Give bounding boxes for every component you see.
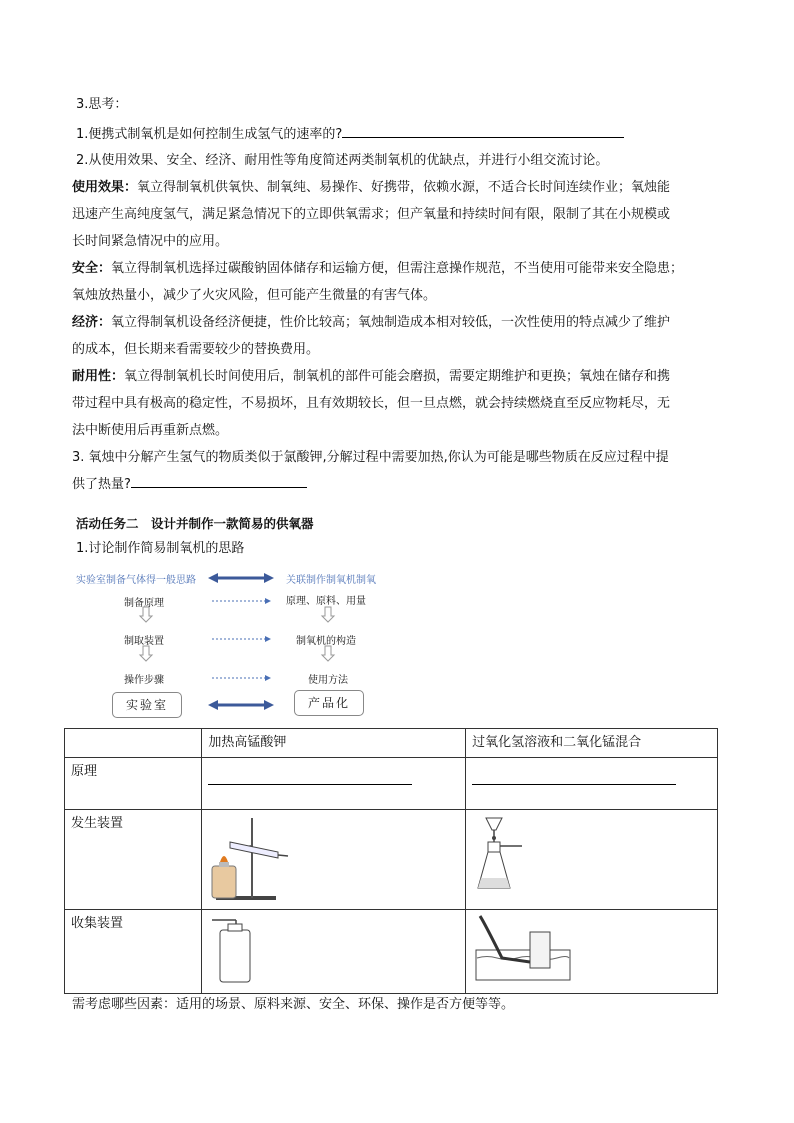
durability-line-2: 带过程中具有极高的稳定性，不易损坏，且有效期较长，但一旦点燃，就会持续燃烧直至反应物耗尽，无 <box>72 396 671 411</box>
principle-cell-1 <box>202 758 466 810</box>
row-label-collector: 收集装置 <box>65 910 202 994</box>
top-double-arrow <box>208 573 274 583</box>
safety-line-1: 安全：氧立得制氧机选择过碳酸钠固体储存和运输方便，但需注意操作规范，不当使用可能带来安全隐患； <box>72 261 684 276</box>
water-trough-image <box>472 912 582 988</box>
task-2-sub-1: 1.讨论制作简易制氧机的思路 <box>76 541 245 556</box>
generator-cell-2 <box>466 810 718 910</box>
flask-apparatus-image <box>472 812 582 904</box>
question-2: 2.从使用效果、安全、经济、耐用性等角度简述两类制氧机的优缺点，并进行小组交流讨论。 <box>76 153 609 168</box>
table-row-collector <box>65 910 718 994</box>
table-col-1-header: 加热高锰酸钾 <box>202 729 466 758</box>
answer-blank-3[interactable] <box>131 474 307 488</box>
safety-label: 安全： <box>72 261 112 276</box>
flow-right-box: 产品化 <box>294 690 364 716</box>
generator-cell-1 <box>202 810 466 910</box>
collector-cell-1 <box>202 910 466 994</box>
effect-line-2: 迅速产生高纯度氢气，满足紧急情况下的立即供氧需求；但产氧量和持续时间有限，限制了其在小规模或 <box>72 207 671 222</box>
economy-line-2: 的成本，但长期来看需要较少的替换费用。 <box>72 342 320 357</box>
row-label-generator: 发生装置 <box>65 810 202 910</box>
answer-paragraph <box>72 174 732 498</box>
table-corner-cell <box>65 729 202 758</box>
flow-right-step-1: 原理、原料、用量 <box>286 596 366 607</box>
table-header-row <box>65 729 718 758</box>
flow-left-title: 实验室制备气体得一般思路 <box>76 575 196 586</box>
durability-label: 耐用性： <box>72 369 125 384</box>
principle-blank-1[interactable] <box>208 784 412 785</box>
section-title: 3.思考： <box>76 97 128 112</box>
task-2-heading: 活动任务二 设计并制作一款简易的供氧器 <box>76 516 314 531</box>
table-col-2-header: 过氧化氢溶液和二氧化锰混合 <box>466 729 718 758</box>
question-1: 1.便携式制氧机是如何控制生成氢气的速率的? <box>76 124 726 144</box>
question-3-line-2: 供了热量? <box>72 471 732 498</box>
durability-line-1: 耐用性：氧立得制氧机长时间使用后，制氧机的部件可能会磨损，需要定期维护和更换；氧烛在储存和携 <box>72 369 671 384</box>
flow-left-step-2: 制取装置 <box>124 636 164 647</box>
effect-line-3: 长时间紧急情况中的应用。 <box>72 234 229 249</box>
flow-left-step-1: 制备原理 <box>124 598 164 609</box>
row-label-principle: 原理 <box>65 758 202 810</box>
principle-blank-2[interactable] <box>472 784 676 785</box>
safety-line-2: 氧烛放热量小，减少了火灾风险，但可能产生微量的有害气体。 <box>72 288 437 303</box>
effect-line-1: 使用效果：氧立得制氧机供氧快、制氧纯、易操作、好携带，依赖水源，不适合长时间连续作业；氧烛能 <box>72 180 671 195</box>
gas-bottle-image <box>208 912 318 988</box>
collector-cell-2 <box>466 910 718 994</box>
economy-line-1: 经济：氧立得制氧机设备经济便捷，性价比较高；氧烛制造成本相对较低，一次性使用的特点减少了维护 <box>72 315 671 330</box>
flow-right-step-3: 使用方法 <box>308 675 348 686</box>
durability-line-3: 法中断使用后再重新点燃。 <box>72 423 229 438</box>
flow-right-title: 关联制作制氧机制氧 <box>286 575 376 586</box>
question-3-line-1: 3. 氧烛中分解产生氢气的物质类似于氯酸钾,分解过程中需要加热,你认为可能是哪些物质在反应过程中提 <box>72 450 669 465</box>
flow-left-box: 实验室 <box>112 692 182 718</box>
economy-label: 经济： <box>72 315 112 330</box>
footer-note: 需考虑哪些因素：适用的场景、原料来源、安全、环保、操作是否方便等等。 <box>72 997 515 1012</box>
comparison-table <box>64 728 718 994</box>
table-row-principle <box>65 758 718 810</box>
heating-apparatus-image <box>208 812 318 904</box>
flow-left-step-3: 操作步骤 <box>124 675 164 686</box>
flow-diagram <box>72 568 392 720</box>
answer-blank-1[interactable] <box>342 124 624 138</box>
effect-label: 使用效果： <box>72 180 138 195</box>
table-row-generator <box>65 810 718 910</box>
bottom-double-arrow <box>208 700 274 710</box>
principle-cell-2 <box>466 758 718 810</box>
flow-right-step-2: 制氧机的构造 <box>296 636 356 647</box>
